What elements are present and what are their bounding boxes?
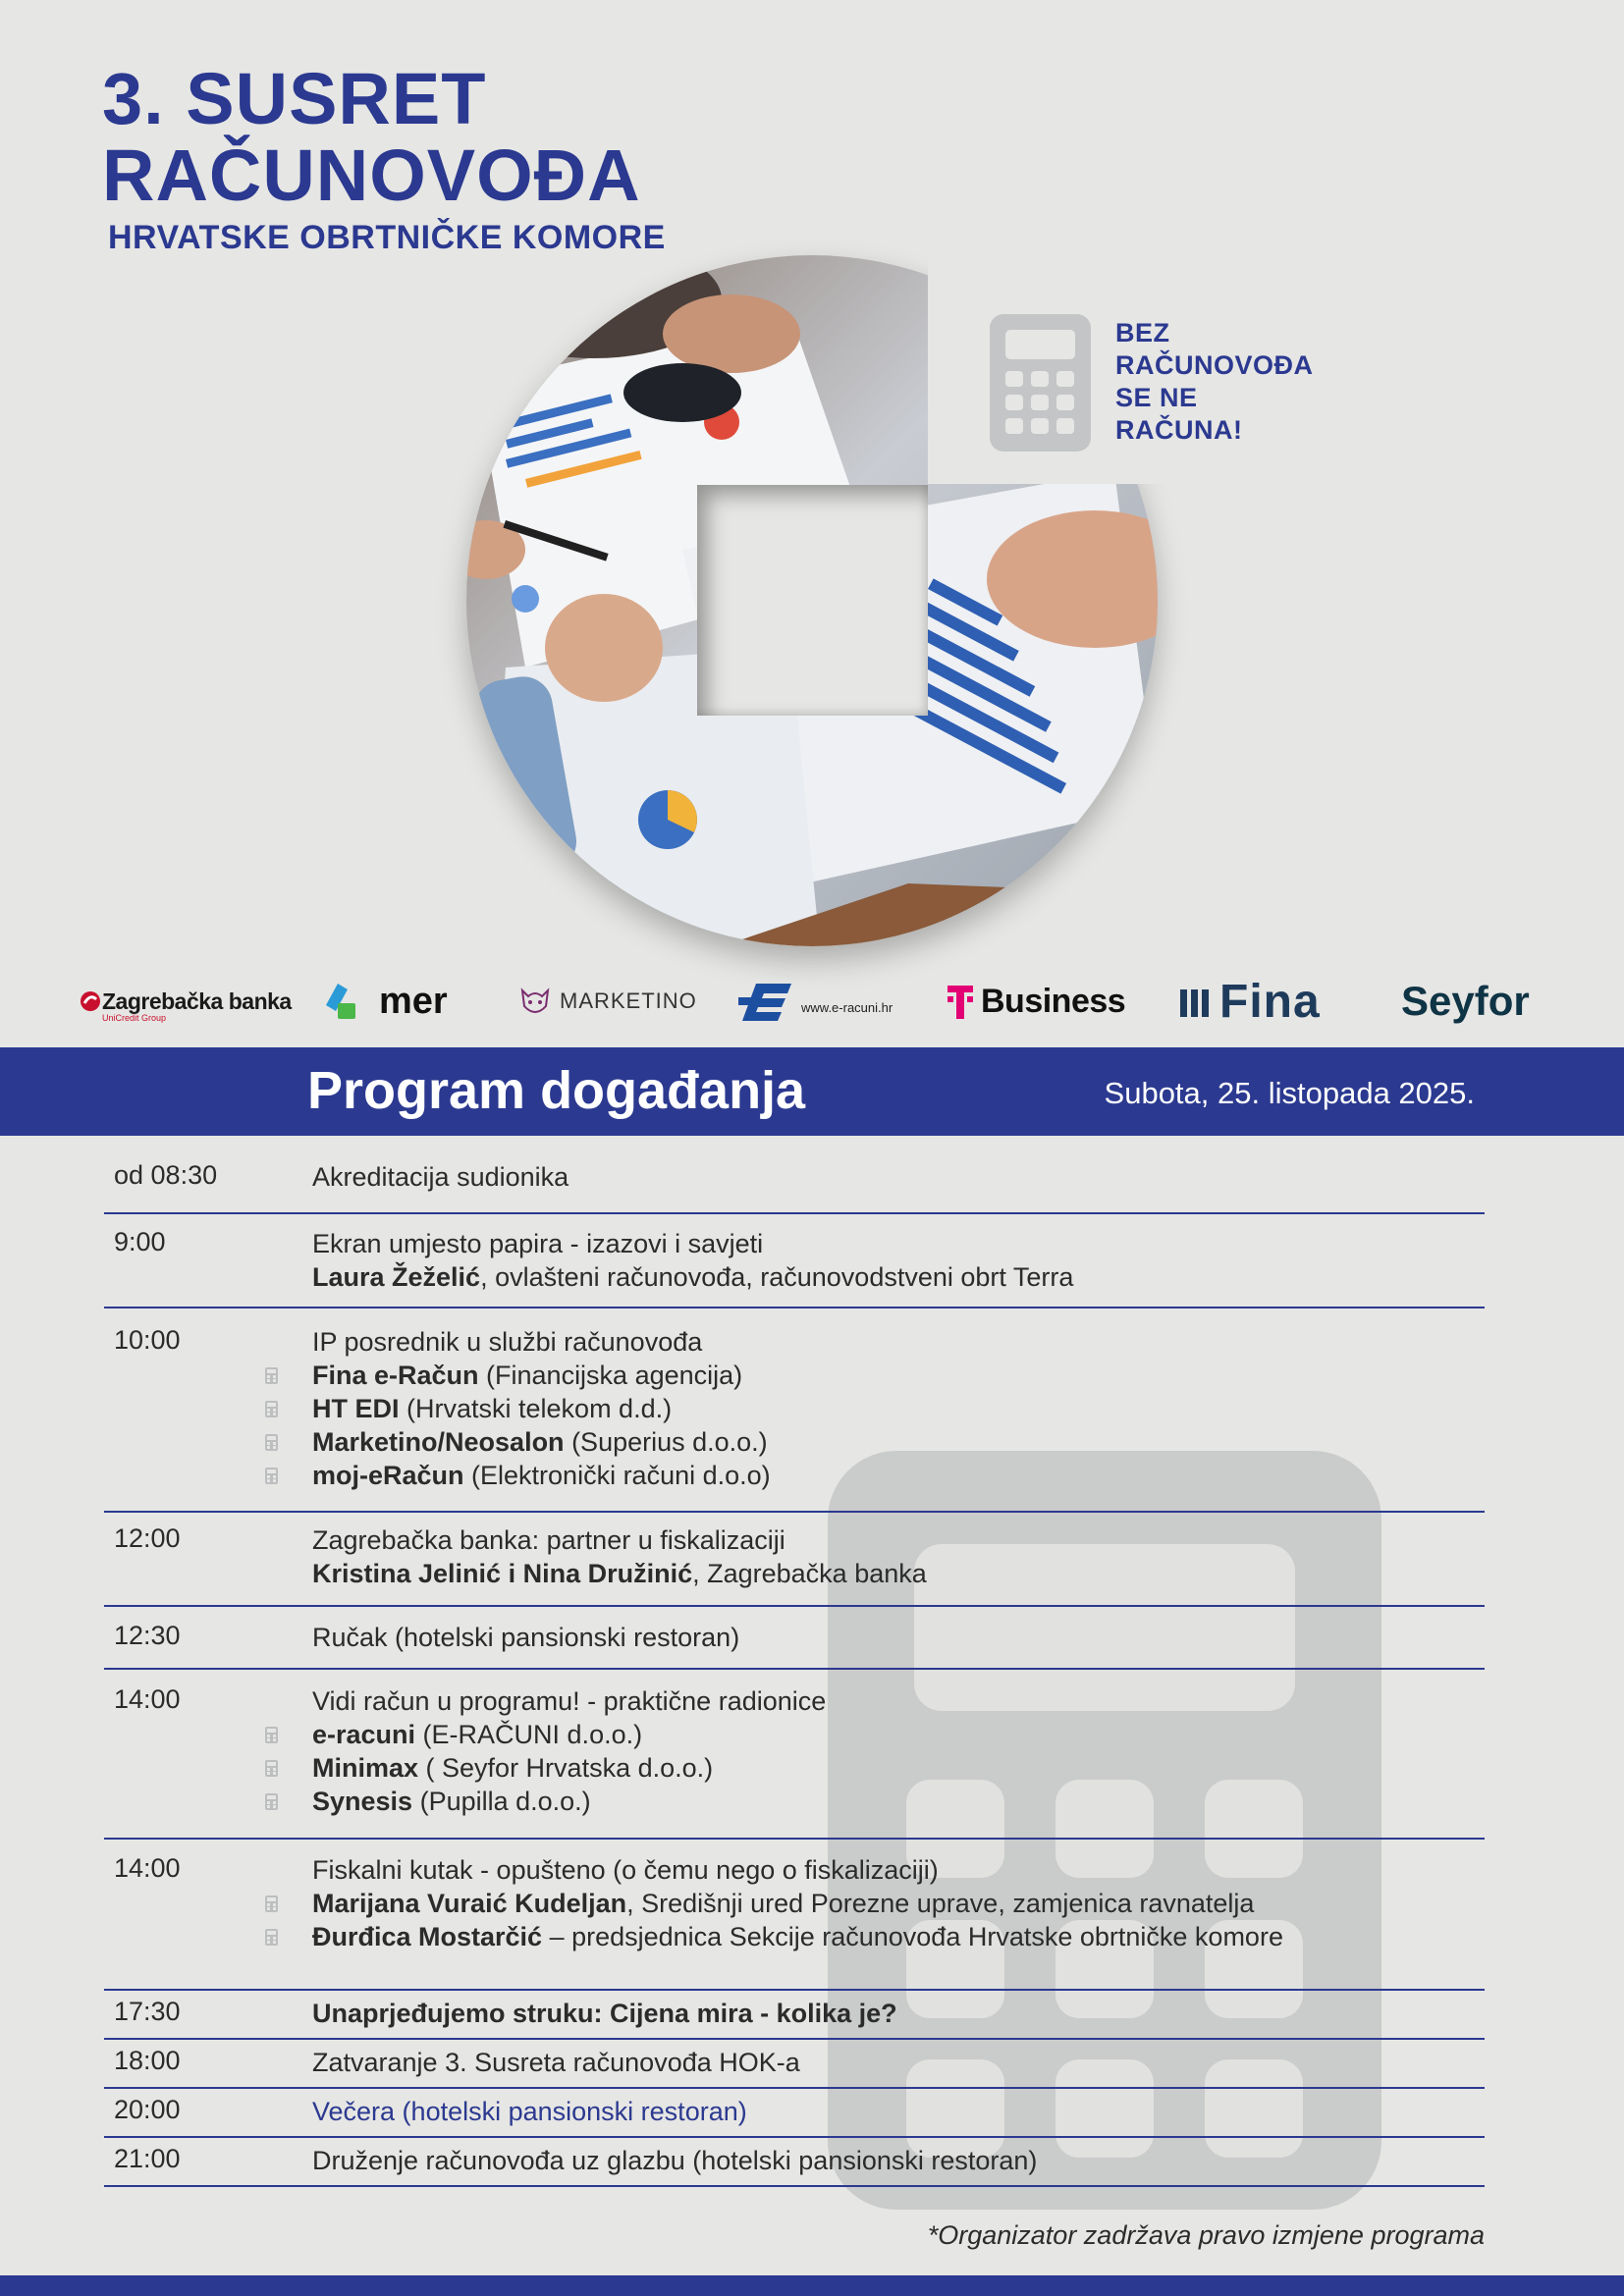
calculator-bullet-icon bbox=[265, 1929, 278, 1946]
schedule-row bbox=[104, 1840, 1485, 1991]
calculator-icon bbox=[990, 314, 1091, 452]
calculator-bullet-icon bbox=[265, 1896, 278, 1912]
mer-mark-icon bbox=[324, 982, 367, 1021]
slogan-line-4: RAČUNA! bbox=[1115, 415, 1243, 445]
sponsor-logos bbox=[0, 972, 1624, 1031]
schedule-row bbox=[104, 1308, 1485, 1513]
t-business-logo: Business bbox=[946, 972, 1125, 1031]
schedule-item: Marketino/Neosalon (Superius d.o.o.) bbox=[312, 1425, 771, 1459]
calculator-bullet-icon bbox=[265, 1434, 278, 1451]
speaker-name: Laura Žeželić bbox=[312, 1262, 481, 1292]
calculator-bullet-icon bbox=[265, 1793, 278, 1810]
program-banner bbox=[0, 1047, 1624, 1136]
calculator-bullet-icon bbox=[265, 1760, 278, 1777]
e-racuni-logo: www.e-racuni.hr bbox=[738, 972, 893, 1031]
schedule-time: 20:00 bbox=[114, 2095, 181, 2124]
schedule-row bbox=[104, 2089, 1485, 2138]
schedule-item: e-racuni (E-RAČUNI d.o.o.) bbox=[312, 1718, 826, 1751]
schedule-item: HT EDI (Hrvatski telekom d.d.) bbox=[312, 1392, 771, 1425]
title-line-2: RAČUNOVOĐA bbox=[102, 134, 641, 216]
schedule-time: 9:00 bbox=[114, 1227, 166, 1256]
slogan-line-1: BEZ bbox=[1115, 318, 1170, 347]
schedule-title: Ručak (hotelski pansionski restoran) bbox=[312, 1623, 740, 1652]
schedule-item: Synesis (Pupilla d.o.o.) bbox=[312, 1785, 826, 1818]
schedule-content bbox=[312, 2046, 800, 2079]
footnote: *Organizator zadržava pravo izmjene programa bbox=[927, 2220, 1485, 2250]
speaker-name: Kristina Jelinić i Nina Družinić bbox=[312, 1559, 693, 1588]
slogan bbox=[1115, 317, 1314, 447]
e-racuni-mark-icon bbox=[738, 980, 793, 1023]
schedule-item: Minimax ( Seyfor Hrvatska d.o.o.) bbox=[312, 1751, 826, 1785]
calculator-bullet-icon bbox=[265, 1468, 278, 1484]
program-title: Program događanja bbox=[307, 1061, 806, 1120]
schedule-title: Večera (hotelski pansionski restoran) bbox=[312, 2097, 747, 2126]
event-subtitle: HRVATSKE OBRTNIČKE KOMORE bbox=[108, 219, 666, 256]
schedule-title: Ekran umjesto papira - izazovi i savjeti bbox=[312, 1229, 764, 1258]
speaker-role: , ovlašteni računovođa, računovodstveni obrt Terra bbox=[480, 1262, 1074, 1292]
schedule-title: Fiskalni kutak - opušteno (o čemu nego o fiskalizaciji) bbox=[312, 1855, 939, 1885]
schedule-row bbox=[104, 1214, 1485, 1308]
marketino-mascot-icon bbox=[518, 985, 552, 1018]
speaker-role: , Zagrebačka banka bbox=[692, 1559, 927, 1588]
schedule-time: 17:30 bbox=[114, 1997, 181, 2026]
schedule-content bbox=[312, 1523, 927, 1590]
calculator-bullet-icon bbox=[265, 1727, 278, 1743]
fina-bars-icon bbox=[1178, 984, 1212, 1019]
schedule-speaker bbox=[312, 1557, 927, 1590]
marketino-logo: MARKETINO bbox=[518, 972, 697, 1031]
schedule-content bbox=[312, 1621, 739, 1654]
schedule-row bbox=[104, 1607, 1485, 1670]
slogan-line-3: SE NE bbox=[1115, 383, 1198, 412]
schedule-row bbox=[104, 2040, 1485, 2089]
bottom-bar bbox=[0, 2275, 1624, 2296]
event-title bbox=[102, 58, 666, 259]
schedule-content bbox=[312, 2144, 1037, 2177]
schedule-time: od 08:30 bbox=[114, 1160, 218, 1190]
schedule-title: IP posrednik u službi računovođa bbox=[312, 1327, 703, 1357]
schedule-content bbox=[312, 1227, 1073, 1294]
calculator-bullet-icon bbox=[265, 1401, 278, 1417]
schedule-content bbox=[312, 2095, 747, 2128]
schedule-time: 18:00 bbox=[114, 2046, 181, 2075]
schedule-content bbox=[312, 1853, 1283, 1953]
schedule-row bbox=[104, 2138, 1485, 2187]
schedule-time: 14:00 bbox=[114, 1684, 181, 1714]
schedule-content bbox=[312, 1160, 568, 1194]
schedule-row bbox=[104, 1513, 1485, 1607]
schedule-item: Fina e-Račun (Financijska agencija) bbox=[312, 1359, 771, 1392]
schedule-title: Akreditacija sudionika bbox=[312, 1162, 569, 1192]
schedule-speaker bbox=[312, 1260, 1073, 1294]
schedule-time: 21:00 bbox=[114, 2144, 181, 2173]
slogan-line-2: RAČUNOVOĐA bbox=[1115, 350, 1314, 380]
schedule-time: 12:30 bbox=[114, 1621, 181, 1650]
zagrebacka-banka-logo: Zagrebačka banka UniCredit Group bbox=[79, 972, 292, 1031]
schedule-row bbox=[104, 1991, 1485, 2040]
schedule-title: Unaprjeđujemo struku: Cijena mira - kolika je? bbox=[312, 1999, 897, 2028]
zaba-mark-icon bbox=[79, 989, 102, 1013]
schedule-content bbox=[312, 1997, 897, 2030]
mer-logo: mer bbox=[324, 972, 448, 1031]
schedule-title: Zagrebačka banka: partner u fiskalizaciji bbox=[312, 1525, 785, 1555]
schedule-time: 14:00 bbox=[114, 1853, 181, 1883]
hero-cutout-square bbox=[697, 485, 928, 716]
title-line-1: 3. SUSRET bbox=[102, 58, 487, 139]
schedule-row bbox=[104, 1670, 1485, 1840]
schedule-title: Zatvaranje 3. Susreta računovođa HOK-a bbox=[312, 2048, 800, 2077]
schedule-item: moj-eRačun (Elektronički računi d.o.o) bbox=[312, 1459, 771, 1492]
schedule-item: Đurđica Mostarčić – predsjednica Sekcije računovođa Hrvatske obrtničke komore bbox=[312, 1920, 1283, 1953]
calculator-bullet-icon bbox=[265, 1367, 278, 1384]
schedule-title: Druženje računovođa uz glazbu (hotelski pansionski restoran) bbox=[312, 2146, 1038, 2175]
schedule-item: Marijana Vuraić Kudeljan, Središnji ured Porezne uprave, zamjenica ravnatelja bbox=[312, 1887, 1283, 1920]
schedule-time: 10:00 bbox=[114, 1325, 181, 1355]
schedule-content bbox=[312, 1325, 771, 1492]
schedule-row bbox=[104, 1139, 1485, 1214]
telekom-t-icon bbox=[946, 982, 975, 1021]
schedule-content bbox=[312, 1684, 826, 1818]
seyfor-logo: Seyfor bbox=[1401, 978, 1530, 1024]
schedule-title: Vidi račun u programu! - praktične radionice bbox=[312, 1686, 827, 1716]
program-schedule bbox=[104, 1139, 1485, 2187]
event-date: Subota, 25. listopada 2025. bbox=[1104, 1076, 1475, 1110]
schedule-time: 12:00 bbox=[114, 1523, 181, 1553]
fina-logo: Fina bbox=[1178, 972, 1321, 1031]
